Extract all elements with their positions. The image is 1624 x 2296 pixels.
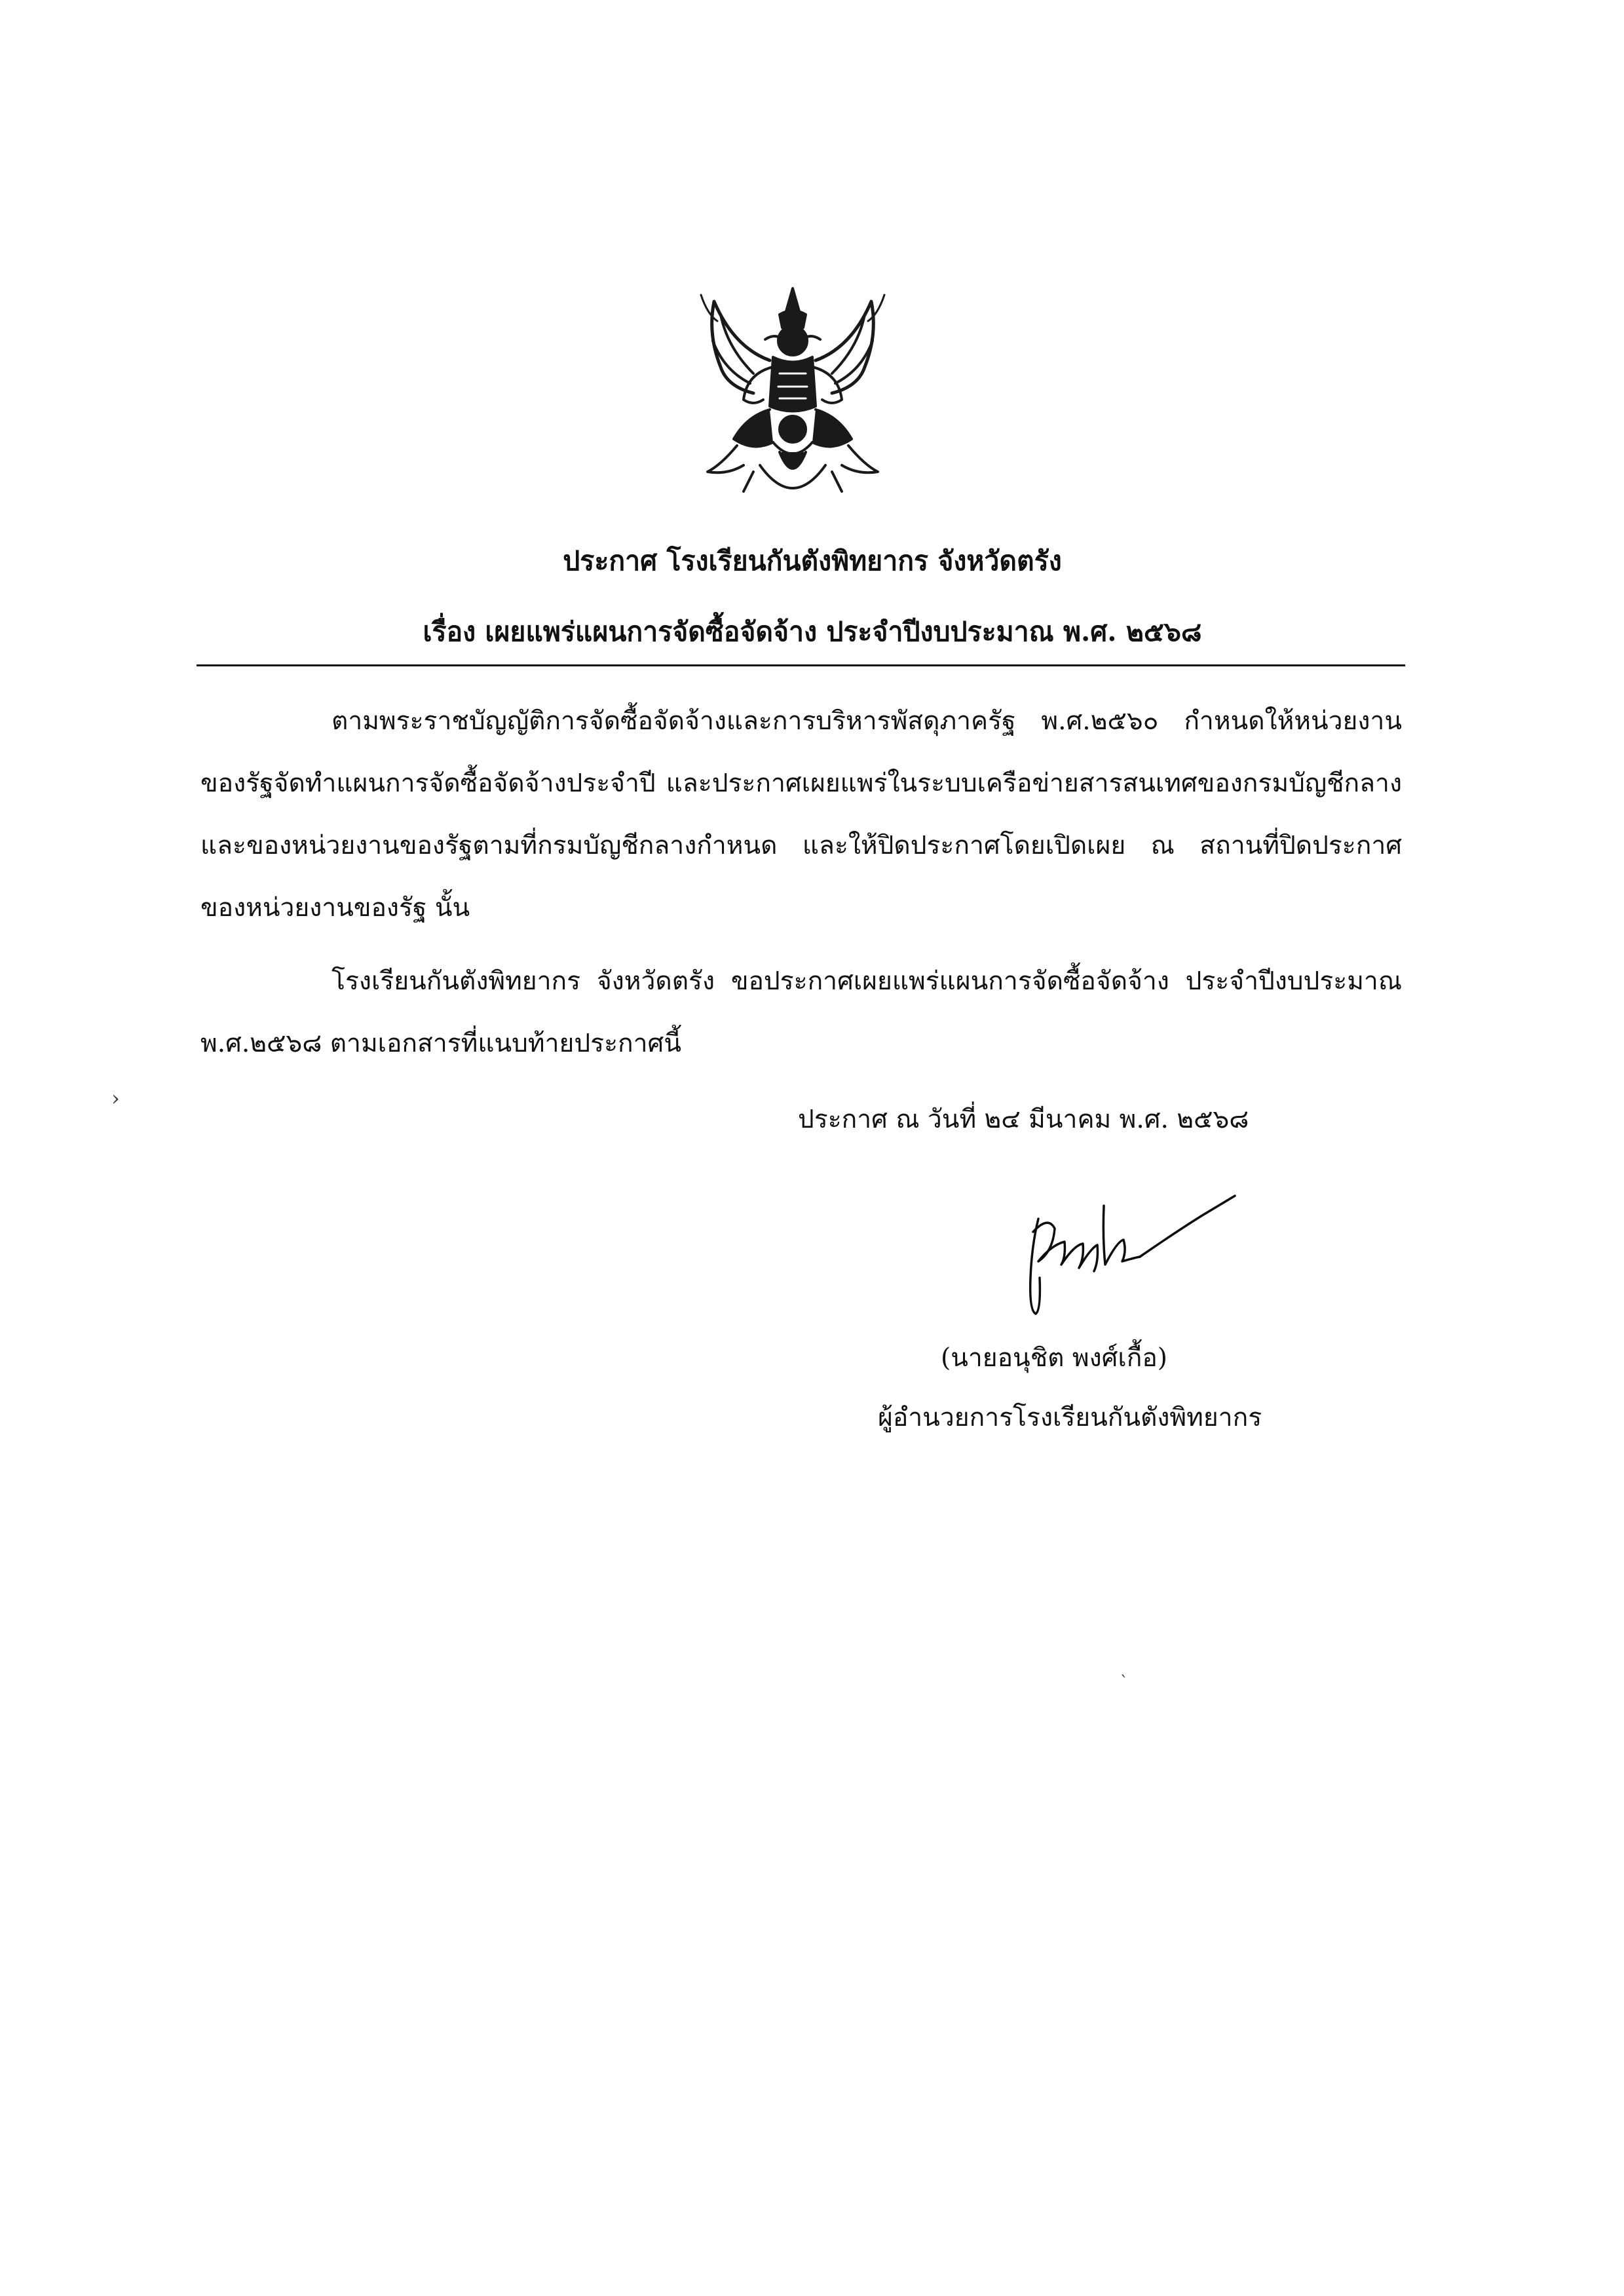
handwritten-signature [992,1179,1248,1317]
paragraph-1-line-2: ของรัฐจัดทำแผนการจัดซื้อจัดจ้างประจำปี และประกาศเผยแพร่ในระบบเครือข่ายสารสนเทศของกรมบัญชีกลาง [200,769,1402,798]
paragraph-1-line-4: ของหน่วยงานของรัฐ นั้น [200,893,470,923]
scan-mark: ˋ [1120,1673,1128,1691]
announcement-title: ประกาศ โรงเรียนกันตังพิทยากร จังหวัดตรัง [563,545,1062,577]
scan-mark: › [111,1086,120,1111]
announcement-subject: เรื่อง เผยแพร่แผนการจัดซื้อจัดจ้าง ประจำปีงบประมาณ พ.ศ. ๒๕๖๘ [423,616,1202,647]
garuda-emblem-icon [681,275,904,518]
paragraph-2-line-2: พ.ศ.๒๕๖๘ ตามเอกสารที่แนบท้ายประกาศนี้ [200,1029,681,1058]
heading-divider [197,664,1405,666]
paragraph-1-line-3: และของหน่วยงานของรัฐตามที่กรมบัญชีกลางกำหนด และให้ปิดประกาศโดยเปิดเผย ณ สถานที่ปิดประกาศ [200,831,1402,860]
paragraph-2-line-1: โรงเรียนกันตังพิทยากร จังหวัดตรัง ขอประกาศเผยแพร่แผนการจัดซื้อจัดจ้าง ประจำปีงบประมาณ [331,966,1402,996]
signatory-name: (นายอนุชิต พงศ์เกื้อ) [941,1343,1167,1373]
announcement-date: ประกาศ ณ วันที่ ๒๔ มีนาคม พ.ศ. ๒๕๖๘ [798,1105,1249,1134]
paragraph-1-line-1: ตามพระราชบัญญัติการจัดซื้อจัดจ้างและการบริหารพัสดุภาครัฐ พ.ศ.๒๕๖๐ กำหนดให้หน่วยงาน [331,706,1402,736]
signatory-position: ผู้อำนวยการโรงเรียนกันตังพิทยากร [878,1403,1262,1432]
